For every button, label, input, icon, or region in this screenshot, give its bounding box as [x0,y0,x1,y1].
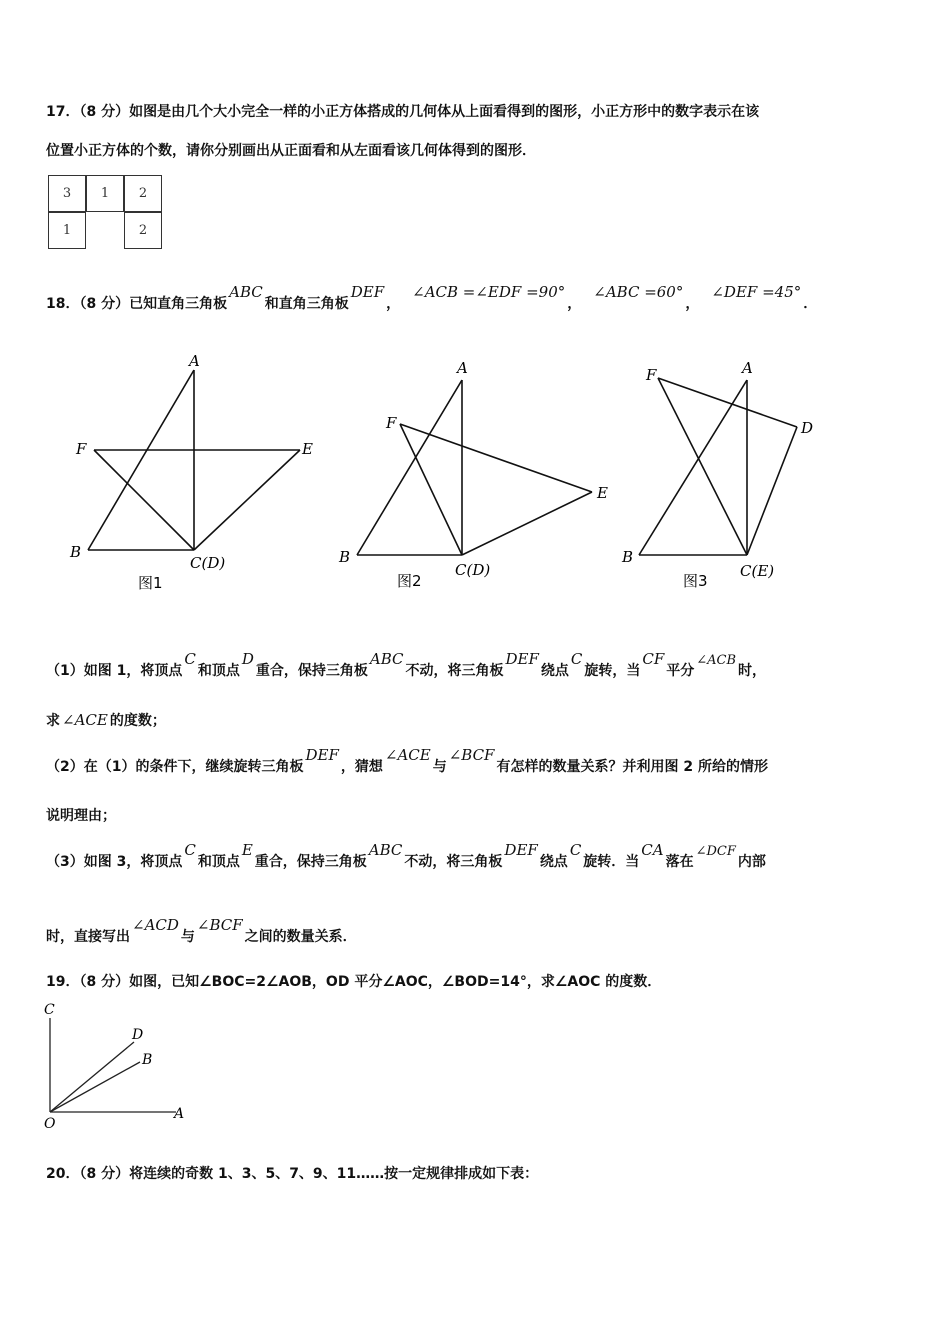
s3-math: ∠DCF [695,844,736,859]
q19-label-d: D [132,1027,144,1043]
s3-text: （3）如图 3，将顶点 [46,854,183,870]
grid-cell-r1c3: 2 [124,175,162,212]
fig2-label-cd: C(D) [455,561,491,579]
q18-s3-line-1 [46,841,766,873]
figure-1 [88,370,300,550]
fig1-caption: 图1 [138,574,163,592]
q19-label-c: C [44,1002,55,1018]
s3-text: 不动，将三角板 [404,854,503,870]
s1-math: ∠ACB [696,653,737,668]
s3-math: ∠ACD [132,916,179,934]
q18-math-abc: ABC [229,283,263,301]
fig3-label-b: B [622,548,634,566]
s3-math: ABC [368,841,403,859]
s1-text: 时， [738,663,767,679]
s2-text: 与 [432,759,447,775]
fig1-label-f: F [76,440,87,458]
s1-text: 旋转，当 [584,663,641,679]
figure-2 [357,380,592,555]
q19-label-a: A [174,1106,185,1122]
q18-math-abc-60: ∠ABC =60° [593,283,684,301]
s1-text: 重合，保持三角板 [255,663,368,679]
s2-text: 有怎样的数量关系？并利用图 2 所给的情形 [496,759,768,775]
s3-text: 与 [180,929,195,945]
q19-label-o: O [44,1116,56,1130]
fig2-label-f: F [386,414,397,432]
grid-cell-r2c1: 1 [48,212,86,249]
fig2-label-e: E [597,484,608,502]
q18-s2-line-1 [46,746,768,777]
s3-text: 重合，保持三角板 [254,854,367,870]
fig1-label-cd: C(D) [190,554,226,572]
grid-cell-r1c2: 1 [86,175,124,212]
q18-text-2: 和直角三角板 [264,296,349,312]
figure-3 [639,378,797,555]
s2-math: DEF [305,746,339,764]
q18-sep-1: ， [386,296,401,312]
s3-text: 和顶点 [197,854,240,870]
s3-math: C [569,841,582,859]
s1-text: 平分 [666,663,695,679]
s3-text: 旋转．当 [583,854,640,870]
fig2-label-b: B [339,548,351,566]
s2-math: ∠BCF [448,746,495,764]
s1-math: DEF [505,650,539,668]
q20-statement: 20．（8 分）将连续的奇数 1、3、5、7、9、11……按一定规律排成如下表： [46,1166,539,1182]
q19-statement: 19．（8 分）如图，已知∠BOC=2∠AOB，OD 平分∠AOC，∠BOD=14°，求∠AOC 的度数． [46,974,662,990]
s1-text: 绕点 [540,663,569,679]
s3-text: 绕点 [539,854,568,870]
s3-math: CA [641,841,664,859]
q18-s2-line-2: 说明理由； [46,808,116,824]
s1-math: C [184,650,196,668]
s1-math: ABC [369,650,404,668]
s1-text: （1）如图 1，将顶点 [46,663,183,679]
grid-cell-r2c3: 2 [124,212,162,249]
s1-math: ∠ACE [62,711,108,729]
s1-math: D [241,650,254,668]
s3-text: 之间的数量关系． [244,929,357,945]
fig3-label-a: A [742,359,753,377]
grid-cell-r1c1: 3 [48,175,86,212]
fig1-label-a: A [189,352,200,370]
s3-text: 时，直接写出 [46,929,130,945]
s2-text: ，猜想 [340,759,383,775]
q18-statement [46,283,818,314]
q18-end: ． [803,296,818,312]
q18-s3-line-2 [46,916,357,947]
s2-text: （2）在（1）的条件下，继续旋转三角板 [46,759,304,775]
q19-angle-figure [38,1000,238,1130]
q18-math-right-angles: ∠ACB =∠EDF =90° [412,283,566,301]
s3-math: E [241,841,253,859]
s3-text: 内部 [737,854,766,870]
q18-text-1: 18．（8 分）已知直角三角板 [46,296,228,312]
s1-text: 的度数； [109,713,166,729]
q18-sep-3: ， [685,296,700,312]
q17-line-1: 17．（8 分）如图是由几个大小完全一样的小正方体搭成的几何体从上面看得到的图形，小正方形中的数字表示在该 [46,104,760,120]
s3-math: C [184,841,196,859]
s2-math: ∠ACE [384,746,431,764]
fig3-label-ce: C(E) [740,562,775,580]
s3-math: DEF [504,841,538,859]
s1-text: 和顶点 [197,663,240,679]
q18-sep-2: ， [567,296,582,312]
q19-label-b: B [142,1052,153,1068]
fig3-caption: 图3 [683,572,708,590]
s1-text: 求 [46,713,60,729]
fig2-caption: 图2 [397,572,422,590]
fig3-label-f: F [646,366,657,384]
q18-math-def: DEF [350,283,385,301]
s3-math: ∠BCF [196,916,243,934]
fig3-label-d: D [801,419,814,437]
s1-text: 不动，将三角板 [405,663,504,679]
s1-math: C [570,650,583,668]
q18-math-def-45: ∠DEF =45° [711,283,802,301]
fig1-label-e: E [302,440,313,458]
s1-math: CF [642,650,665,668]
q18-s1-line-2 [46,710,166,731]
s3-text: 落在 [665,854,694,870]
q18-s1-line-1 [46,650,767,682]
fig2-label-a: A [457,359,468,377]
q18-figures [0,340,950,600]
fig1-label-b: B [70,543,82,561]
q17-line-2: 位置小正方体的个数，请你分别画出从正面看和从左面看该几何体得到的图形． [46,143,536,159]
